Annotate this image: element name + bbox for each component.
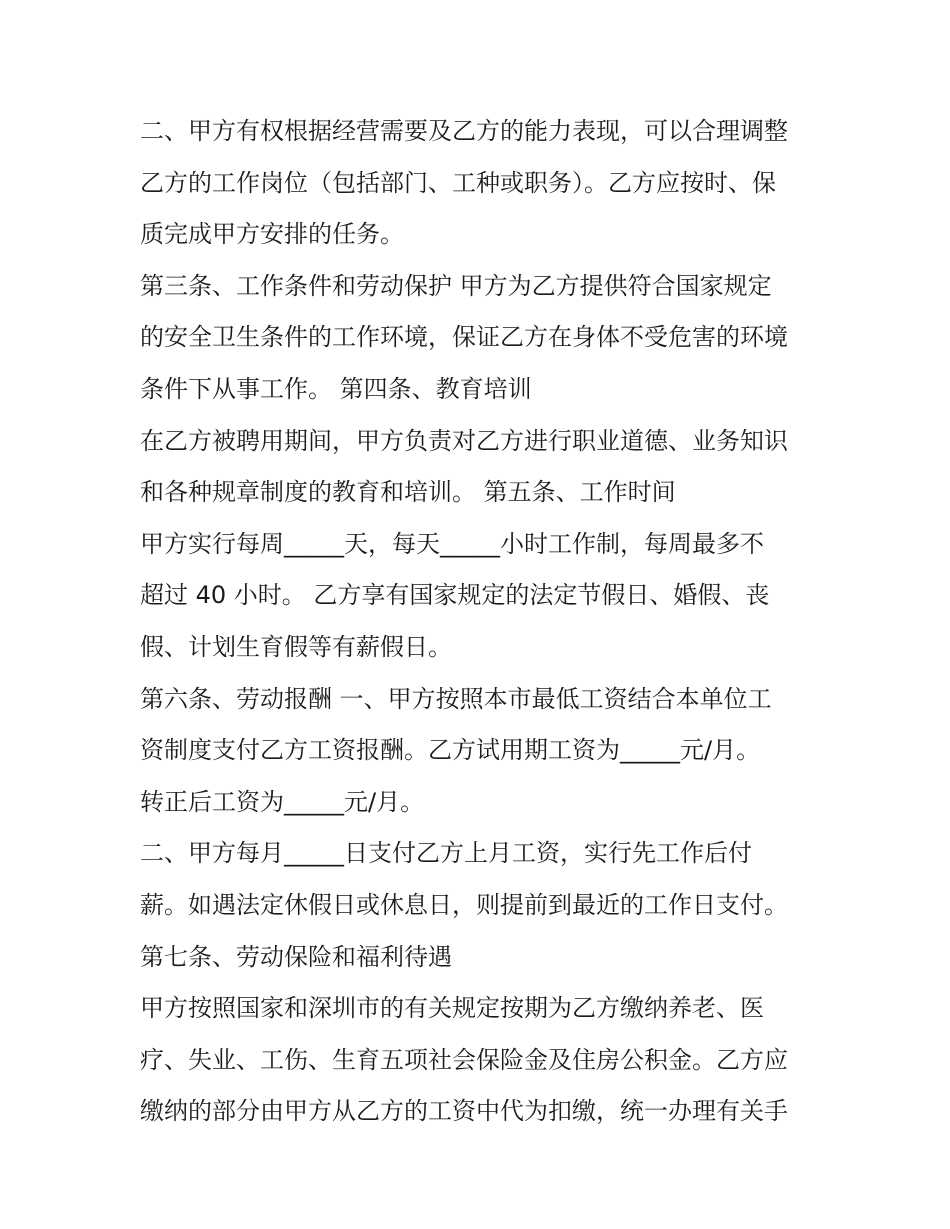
text-line-20: 缴纳的部分由甲方从乙方的工资中代为扣缴，统一办理有关手 bbox=[140, 1097, 788, 1126]
text-line-2: 乙方的工作岗位（包括部门、工种或职务）。乙方应按时、保 bbox=[140, 168, 776, 197]
text-line-1: 二、甲方有权根据经营需要及乙方的能力表现，可以合理调整 bbox=[140, 117, 788, 145]
text-line-10: 超过 40 小时。 乙方享有国家规定的法定节假日、婚假、丧 bbox=[140, 581, 770, 610]
text-line-4: 第三条、工作条件和劳动保护 甲方为乙方提供符合国家规定 bbox=[140, 271, 772, 300]
text-line-19: 疗、失业、工伤、生育五项社会保险金及住房公积金。乙方应 bbox=[140, 1045, 788, 1074]
text-line-13: 资制度支付乙方工资报酬。乙方试用期工资为_____元/月。 bbox=[140, 736, 761, 765]
text-line-8: 和各种规章制度的教育和培训。 第五条、工作时间 bbox=[140, 478, 676, 507]
contract-text-block bbox=[140, 106, 820, 1138]
text-line-16: 薪。如遇法定休假日或休息日，则提前到最近的工作日支付。 bbox=[140, 890, 788, 919]
text-line-6: 条件下从事工作。 第四条、教育培训 bbox=[140, 374, 532, 403]
text-line-7: 在乙方被聘用期间，甲方负责对乙方进行职业道德、业务知识 bbox=[140, 426, 788, 455]
text-line-11: 假、计划生育假等有薪假日。 bbox=[140, 632, 452, 661]
text-line-18: 甲方按照国家和深圳市的有关规定按期为乙方缴纳养老、医 bbox=[140, 994, 764, 1023]
text-line-9: 甲方实行每周_____天，每天_____小时工作制，每周最多不 bbox=[140, 529, 764, 558]
text-line-3: 质完成甲方安排的任务。 bbox=[140, 220, 404, 249]
text-line-5: 的安全卫生条件的工作环境，保证乙方在身体不受危害的环境 bbox=[140, 323, 788, 352]
text-line-15: 二、甲方每月_____日支付乙方上月工资，实行先工作后付 bbox=[140, 839, 752, 868]
text-line-17: 第七条、劳动保险和福利待遇 bbox=[140, 942, 452, 971]
text-line-14: 转正后工资为_____元/月。 bbox=[140, 787, 425, 816]
text-line-12: 第六条、劳动报酬 一、甲方按照本市最低工资结合本单位工 bbox=[140, 684, 772, 713]
